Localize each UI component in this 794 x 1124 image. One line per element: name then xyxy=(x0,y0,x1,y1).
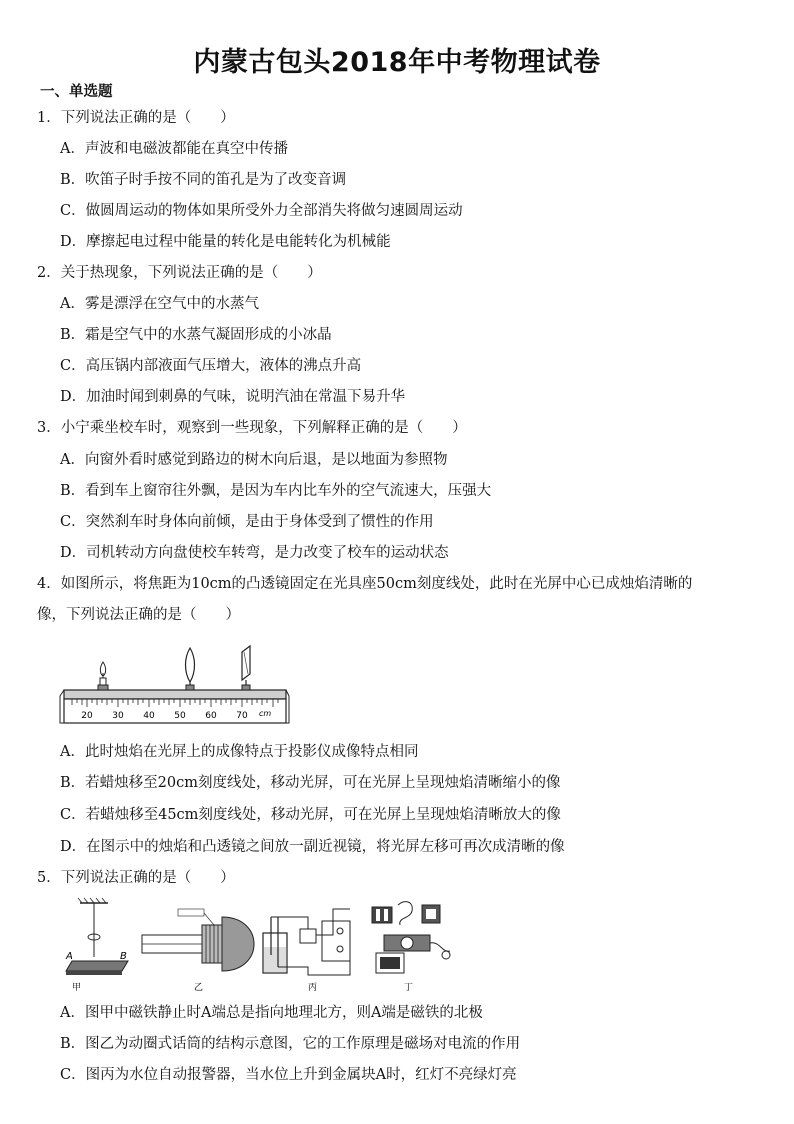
question-2-option-c: C．高压锅内部液面气压增大，液体的沸点升高 xyxy=(60,358,362,374)
question-2-option-a: A．雾是漂浮在空气中的水蒸气 xyxy=(60,296,259,312)
candle-icon xyxy=(98,662,108,690)
figure-label-bing: 丙 xyxy=(308,983,318,993)
motor-apparatus-icon xyxy=(372,902,450,973)
microphone-icon xyxy=(142,909,254,971)
question-1-option-b: B．吹笛子时手按不同的笛孔是为了改变音调 xyxy=(60,172,347,188)
question-3-option-c: C．突然刹车时身体向前倾，是由于身体受到了惯性的作用 xyxy=(60,514,434,530)
question-5-option-c: C．图丙为水位自动报警器，当水位上升到金属块A时，红灯不亮绿灯亮 xyxy=(60,1067,517,1083)
question-2-option-d: D．加油时闻到刺鼻的气味，说明汽油在常温下易升华 xyxy=(60,389,406,405)
question-5-option-b: B．图乙为动圈式话筒的结构示意图，它的工作原理是磁场对电流的作用 xyxy=(60,1036,521,1052)
electromagnetism-figure xyxy=(58,895,454,995)
light-screen-icon xyxy=(242,646,250,690)
question-3-option-b: B．看到车上窗帘往外飘，是因为车内比车外的空气流速大，压强大 xyxy=(60,483,492,499)
question-4-stem-line-2: 像，下列说法正确的是（ ） xyxy=(37,607,240,623)
question-4-option-c: C．若蜡烛移至45cm刻度线处，移动光屏，可在光屏上呈现烛焰清晰放大的像 xyxy=(60,807,561,823)
tick-label-20: 20 xyxy=(81,711,93,721)
question-3-stem: 3．小宁乘坐校车时，观察到一些现象，下列解释正确的是（ ） xyxy=(37,420,467,436)
section-heading: 一、单选题 xyxy=(40,84,113,100)
question-2-option-b: B．霜是空气中的水蒸气凝固形成的小冰晶 xyxy=(60,327,332,343)
question-5-option-a: A．图甲中磁铁静止时A端总是指向地理北方，则A端是磁铁的北极 xyxy=(60,1005,483,1021)
page-title: 内蒙古包头2018年中考物理试卷 xyxy=(193,47,601,78)
tick-label-40: 40 xyxy=(143,711,155,721)
question-1-stem: 1．下列说法正确的是（ ） xyxy=(37,110,235,126)
figure-label-jia: 甲 xyxy=(72,983,82,993)
question-4-option-d: D．在图示中的烛焰和凸透镜之间放一副近视镜，将光屏左移可再次成清晰的像 xyxy=(60,839,565,855)
tick-label-70: 70 xyxy=(236,711,248,721)
question-1-option-a: A．声波和电磁波都能在真空中传播 xyxy=(60,141,288,157)
tick-label-50: 50 xyxy=(174,711,186,721)
figure-label-yi: 乙 xyxy=(194,983,204,993)
water-level-alarm-icon xyxy=(263,909,350,975)
question-1-option-c: C．做圆周运动的物体如果所受外力全部消失将做匀速圆周运动 xyxy=(60,203,463,219)
magnet-end-a: A xyxy=(66,951,73,962)
optical-bench-figure xyxy=(58,640,290,726)
question-3-option-d: D．司机转动方向盘使校车转弯，是力改变了校车的运动状态 xyxy=(60,545,449,561)
question-4-option-b: B．若蜡烛移至20cm刻度线处，移动光屏，可在光屏上呈现烛焰清晰缩小的像 xyxy=(60,775,561,791)
magnet-end-b: B xyxy=(120,951,127,962)
question-2-stem: 2．关于热现象，下列说法正确的是（ ） xyxy=(37,265,322,281)
question-4-stem-line-1: 4．如图所示，将焦距为10cm的凸透镜固定在光具座50cm刻度线处，此时在光屏中心已成烛焰清晰的 xyxy=(37,576,693,592)
unit-label: cm xyxy=(259,709,272,718)
question-1-option-d: D．摩擦起电过程中能量的转化是电能转化为机械能 xyxy=(60,234,391,250)
hanging-magnet-icon xyxy=(66,898,128,975)
question-4-option-a: A．此时烛焰在光屏上的成像特点于投影仪成像特点相同 xyxy=(60,744,419,760)
tick-label-30: 30 xyxy=(112,711,124,721)
figure-label-ding: 丁 xyxy=(404,983,414,993)
question-3-option-a: A．向窗外看时感觉到路边的树木向后退，是以地面为参照物 xyxy=(60,452,448,468)
question-5-stem: 5．下列说法正确的是（ ） xyxy=(37,870,235,886)
tick-label-60: 60 xyxy=(205,711,217,721)
convex-lens-icon xyxy=(186,648,195,690)
